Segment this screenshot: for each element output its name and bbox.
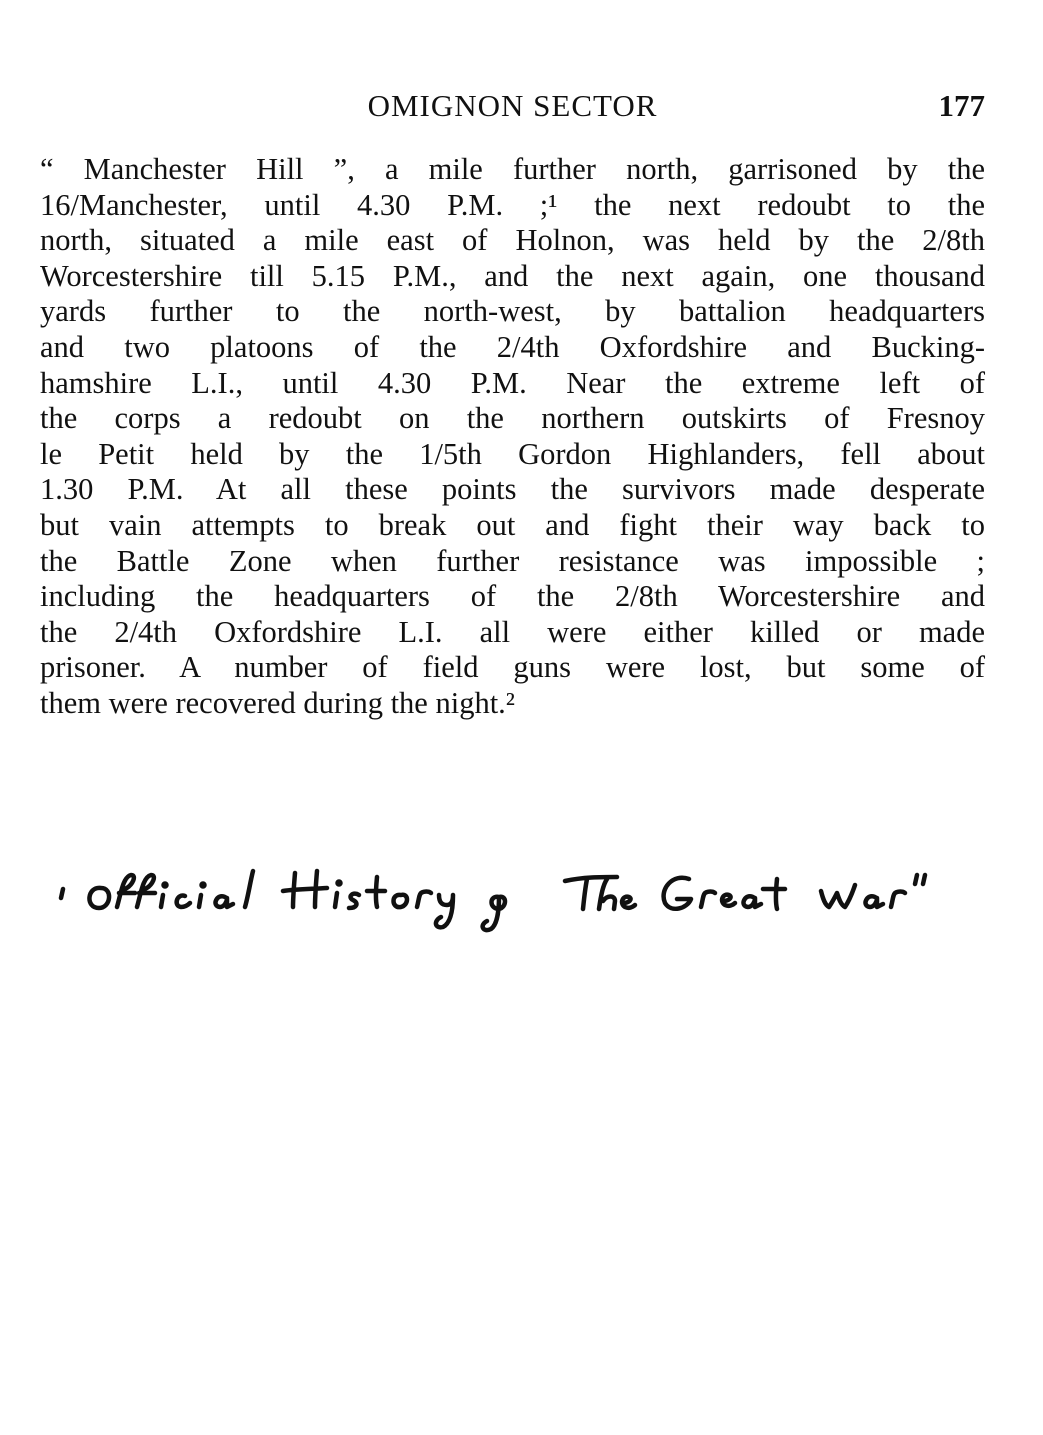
page-number: 177 bbox=[938, 88, 985, 123]
text-line: hamshire L.I., until 4.30 P.M. Near the extreme left of bbox=[40, 365, 985, 400]
text-line: but vain attempts to break out and fight their way back to bbox=[40, 507, 985, 542]
text-line: le Petit held by the 1/5th Gordon Highlanders, fell about bbox=[40, 436, 985, 471]
text-line: 1.30 P.M. At all these points the survivors made desperate bbox=[40, 472, 985, 507]
text-line: north, situated a mile east of Holnon, was held by the 2/8th bbox=[40, 223, 985, 258]
running-title: OMIGNON SECTOR bbox=[367, 88, 658, 123]
handwriting-drawing bbox=[55, 845, 975, 955]
text-line: and two platoons of the 2/4th Oxfordshire and Bucking- bbox=[40, 329, 985, 364]
body-paragraph bbox=[40, 152, 985, 722]
text-line: yards further to the north-west, by battalion headquarters bbox=[40, 294, 985, 329]
text-line: the 2/4th Oxfordshire L.I. all were either killed or made bbox=[40, 614, 985, 649]
text-line: 16/Manchester, until 4.30 P.M. ;¹ the next redoubt to the bbox=[40, 187, 985, 222]
handwritten-annotation bbox=[55, 845, 975, 955]
text-line: them were recovered during the night.² bbox=[40, 685, 515, 720]
text-line: prisoner. A number of field guns were lost, but some of bbox=[40, 650, 985, 685]
text-line: Worcestershire till 5.15 P.M., and the next again, one thousand bbox=[40, 258, 985, 293]
text-line: “ Manchester Hill ”, a mile further north, garrisoned by the bbox=[40, 152, 985, 186]
text-line: including the headquarters of the 2/8th Worcestershire and bbox=[40, 579, 985, 614]
running-header bbox=[40, 88, 985, 128]
text-line: the corps a redoubt on the northern outskirts of Fresnoy bbox=[40, 401, 985, 436]
text-line: the Battle Zone when further resistance was impossible ; bbox=[40, 543, 985, 578]
